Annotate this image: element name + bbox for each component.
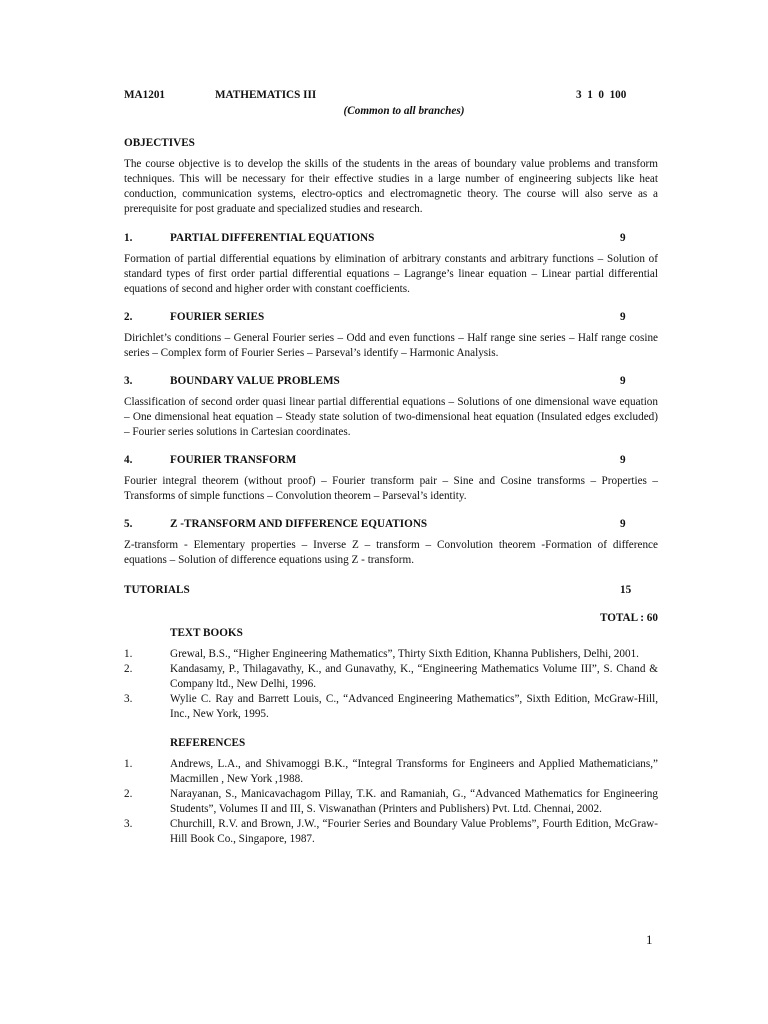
item-number: 3. (124, 693, 133, 705)
unit-number: 3. (124, 375, 133, 387)
unit-number: 1. (124, 232, 133, 244)
unit-title: FOURIER TRANSFORM (170, 454, 297, 466)
unit-heading (124, 374, 658, 389)
unit-number: 4. (124, 454, 133, 466)
unit-number: 5. (124, 518, 133, 530)
syllabus-page (124, 88, 658, 847)
unit-title: PARTIAL DIFFERENTIAL EQUATIONS (170, 232, 375, 244)
unit-3 (124, 374, 658, 440)
tutorials-row (124, 583, 658, 598)
unit-title: Z -TRANSFORM AND DIFFERENCE EQUATIONS (170, 518, 428, 530)
list-item (124, 662, 658, 692)
item-text: Andrews, L.A., and Shivamoggi B.K., “Integral Transforms for Engineers and Applied Mathematicians,” Macmillen , New York ,1988. (170, 758, 658, 785)
tutorials-label: TUTORIALS (124, 584, 190, 596)
references-heading: REFERENCES (170, 737, 246, 749)
text-books-list (124, 647, 658, 722)
text-books-heading: TEXT BOOKS (170, 627, 243, 639)
list-item (124, 647, 658, 662)
unit-4 (124, 453, 658, 504)
item-number: 3. (124, 818, 133, 830)
item-number: 2. (124, 663, 133, 675)
unit-heading (124, 310, 658, 325)
unit-hours: 9 (620, 311, 626, 323)
unit-number: 2. (124, 311, 133, 323)
course-title: MATHEMATICS III (215, 89, 317, 101)
unit-heading (124, 453, 658, 468)
unit-title: FOURIER SERIES (170, 311, 265, 323)
page-number: 1 (646, 932, 653, 947)
total-hours: TOTAL : 60 (599, 612, 658, 624)
item-text: Wylie C. Ray and Barrett Louis, C., “Advanced Engineering Mathematics”, Sixth Edition, McGraw-Hill, Inc., New York, 1995. (170, 693, 658, 720)
unit-1 (124, 231, 658, 297)
item-text: Narayanan, S., Manicavachagom Pillay, T.K. and Ramaniah, G., “Advanced Mathematics for Engineering Students”, Volumes II and III, S. Viswanathan (Printers and Publishers) Pvt. Ltd. Chennai, 2002. (170, 788, 658, 815)
unit-content: Classification of second order quasi linear partial differential equations – Solutions of one dimensional wave equation – One dimensional heat equation – Steady state solution of two-dimensional heat equation (Insulated edges excluded) – Fourier series solutions in Cartesian coordinates. (124, 396, 658, 438)
unit-2 (124, 310, 658, 361)
unit-5 (124, 517, 658, 568)
item-number: 2. (124, 788, 133, 800)
unit-title: BOUNDARY VALUE PROBLEMS (170, 375, 340, 387)
unit-content: Z-transform - Elementary properties – Inverse Z – transform – Convolution theorem -Formation of difference equations – Solution of difference equations using Z - transform. (124, 539, 658, 566)
item-text: Kandasamy, P., Thilagavathy, K., and Gunavathy, K., “Engineering Mathematics Volume III”, S. Chand & Company ltd., New Delhi, 1996. (170, 663, 658, 690)
course-header (124, 88, 658, 103)
references-list (124, 757, 658, 847)
unit-hours: 9 (620, 232, 626, 244)
unit-hours: 9 (620, 454, 626, 466)
list-item (124, 817, 658, 847)
course-code: MA1201 (124, 89, 166, 101)
course-subtitle: (Common to all branches) (343, 105, 465, 117)
unit-content: Fourier integral theorem (without proof) – Fourier transform pair – Sine and Cosine transforms – Properties – Transforms of simple functions – Convolution theorem – Parseval’s identity. (124, 475, 658, 502)
unit-hours: 9 (620, 375, 626, 387)
list-item (124, 692, 658, 722)
item-text: Churchill, R.V. and Brown, J.W., “Fourier Series and Boundary Value Problems”, Fourth Edition, McGraw-Hill Book Co., Singapore, 1987. (170, 818, 658, 845)
unit-content: Dirichlet’s conditions – General Fourier series – Odd and even functions – Half range sine series – Half range cosine series – Complex form of Fourier Series – Parseval’s identify – Harmonic Analysis. (124, 332, 658, 359)
objectives-text: The course objective is to develop the skills of the students in the areas of boundary value problems and transform techniques. This will be necessary for their effective studies in a large number of engineering subjects like heat conduction, communication systems, electro-optics and electromagnetic theory. The course will also serve as a prerequisite for post graduate and specialized studies and research. (124, 158, 658, 215)
tutorials-hours: 15 (620, 584, 632, 596)
item-number: 1. (124, 758, 133, 770)
list-item (124, 787, 658, 817)
list-item (124, 757, 658, 787)
objectives-heading: OBJECTIVES (124, 137, 195, 149)
unit-content: Formation of partial differential equations by elimination of arbitrary constants and arbitrary functions – Solution of standard types of first order partial differential equations – Lagrange’s linear equation – Linear partial differential equations of second and higher order with constant coefficients. (124, 253, 658, 295)
course-credits: 3 1 0 100 (576, 89, 627, 101)
unit-heading (124, 517, 658, 532)
item-text: Grewal, B.S., “Higher Engineering Mathematics”, Thirty Sixth Edition, Khanna Publishers, Delhi, 2001. (170, 648, 639, 660)
unit-heading (124, 231, 658, 246)
unit-hours: 9 (620, 518, 626, 530)
item-number: 1. (124, 648, 133, 660)
